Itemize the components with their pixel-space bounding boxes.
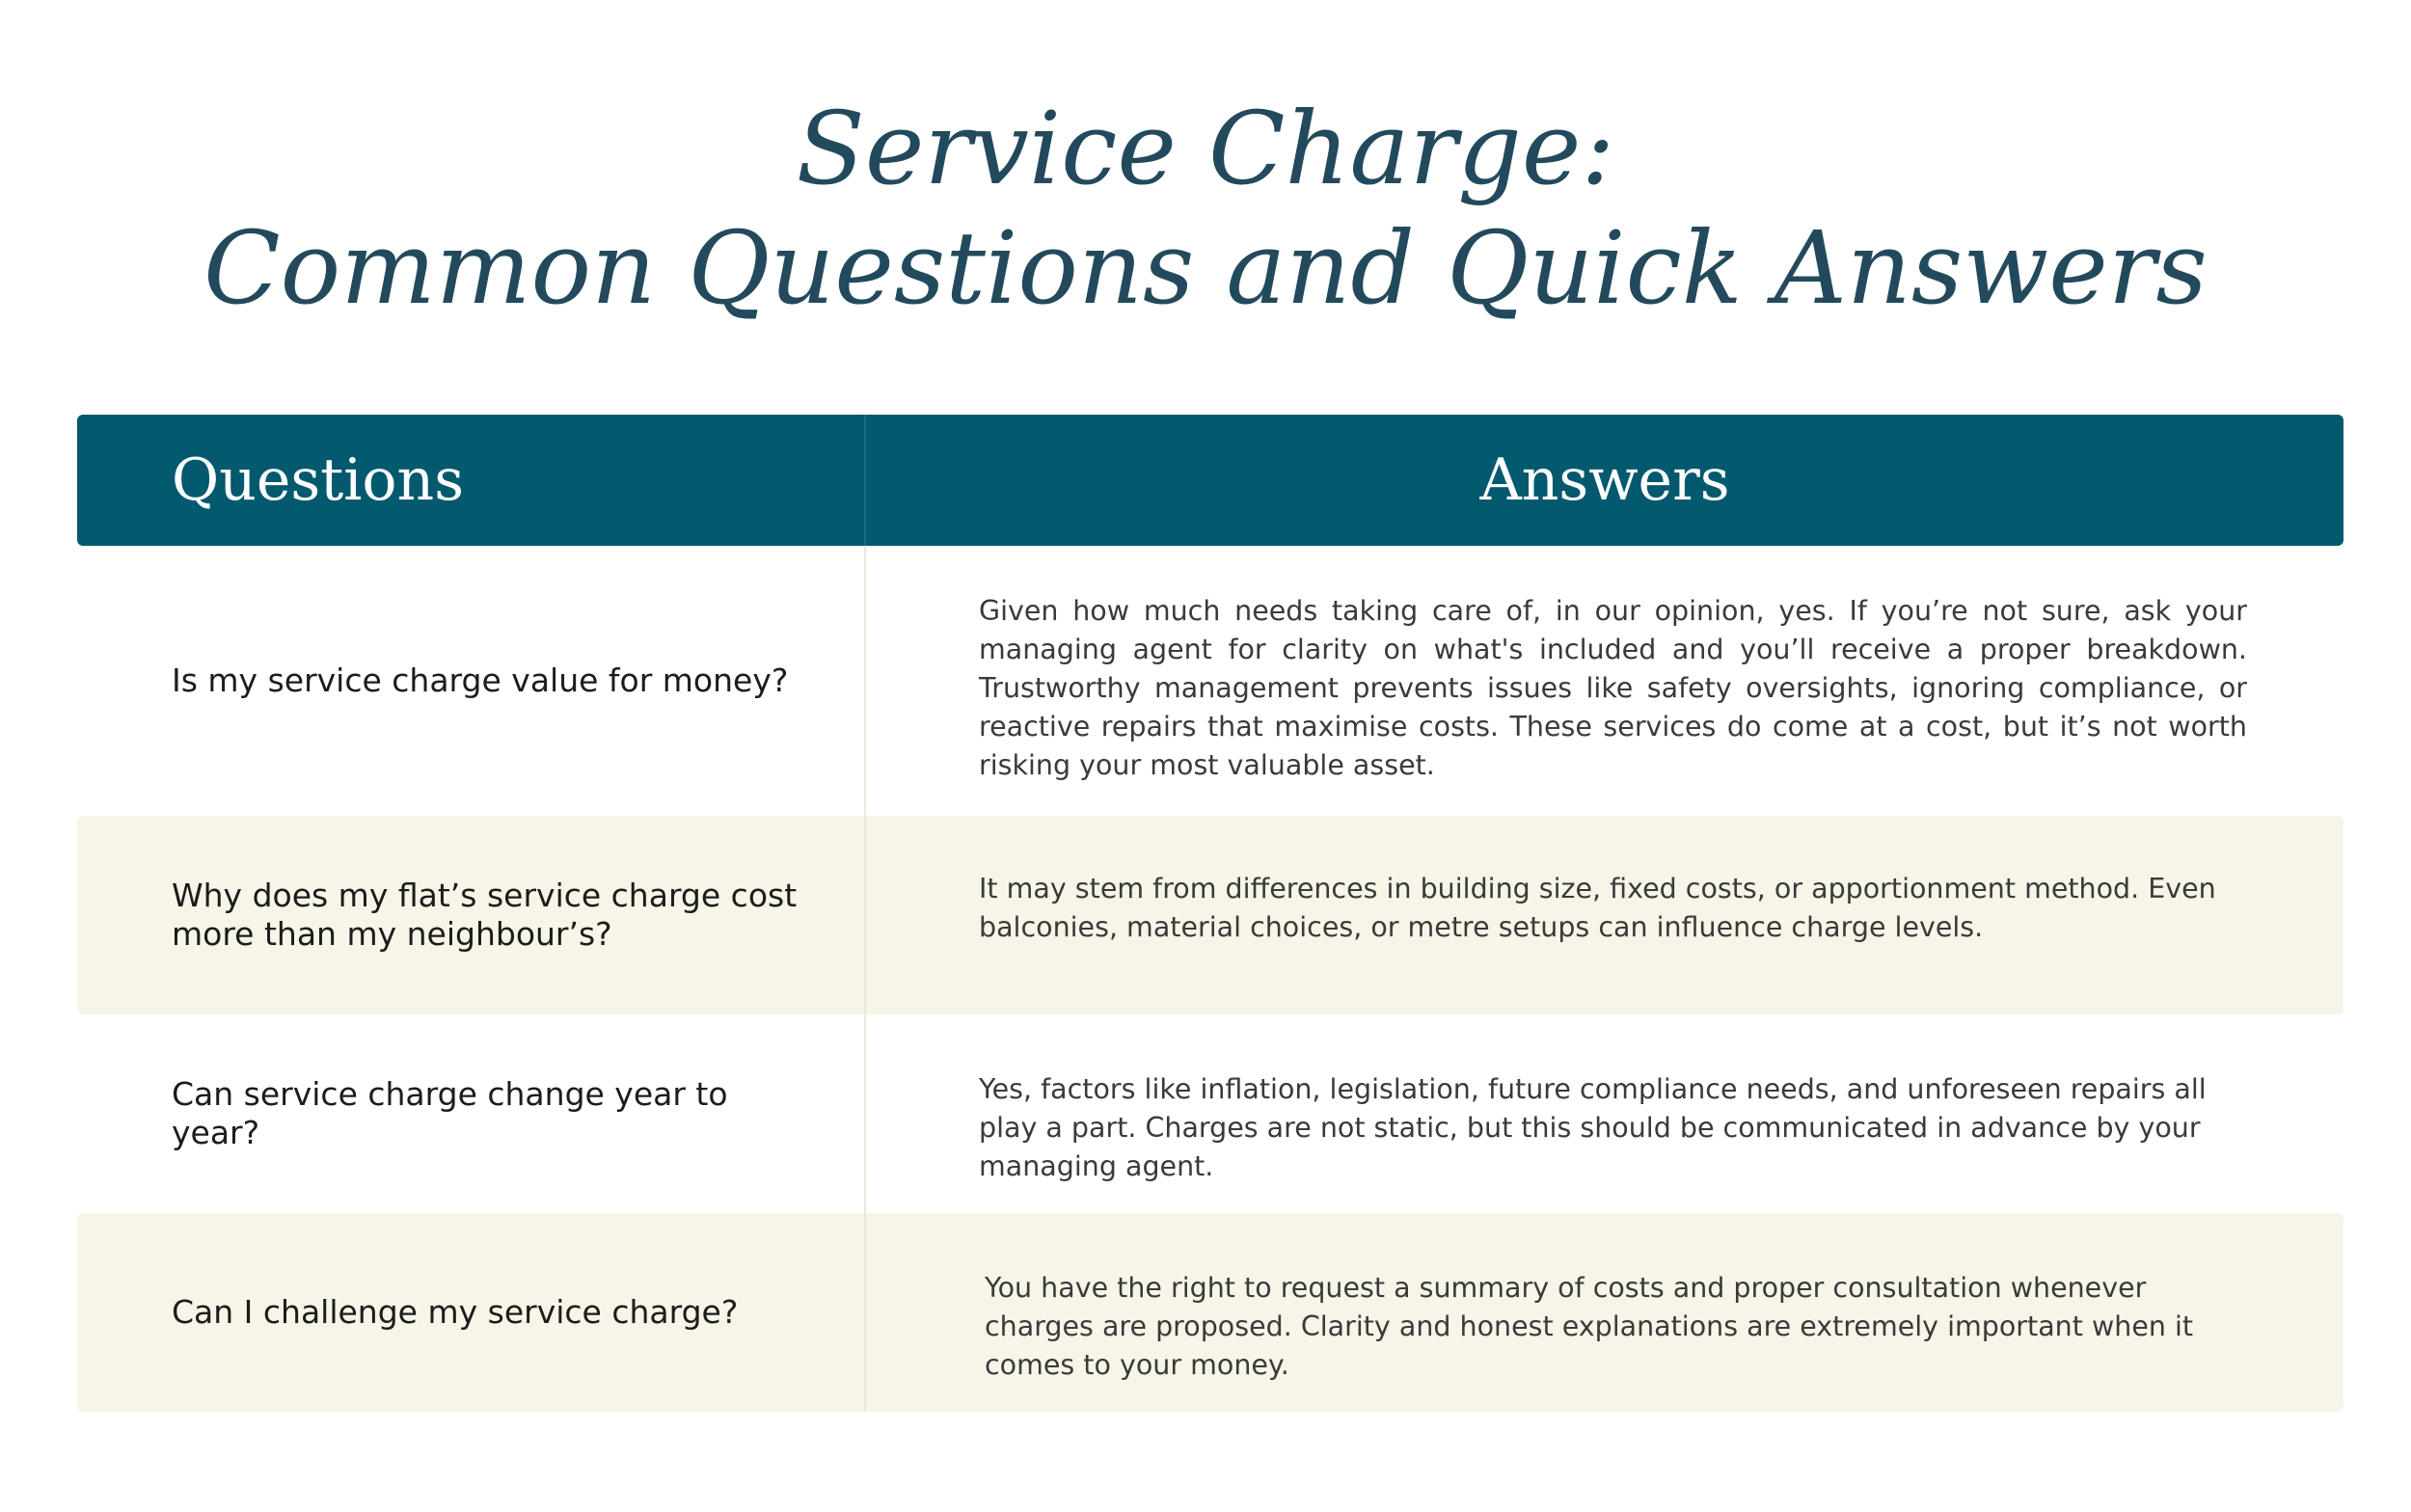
answer-text: You have the right to request a summary of costs and proper consultation whenever charges are proposed. Clarity and honest explanations are extremely important when it comes to your money. <box>985 1272 2194 1381</box>
table-row <box>77 546 2343 816</box>
questions-header: Questions <box>77 415 866 546</box>
page-title <box>0 89 2411 328</box>
question-cell: Is my service charge value for money? <box>77 546 866 816</box>
answer-cell <box>866 546 2343 816</box>
question-cell: Why does my flat’s service charge cost more than my neighbour’s? <box>77 816 866 1014</box>
question-cell: Can service charge change year to year? <box>77 1014 866 1213</box>
title-line-2: Common Questions and Quick Answers <box>203 209 2208 327</box>
answer-cell <box>866 816 2343 1014</box>
title-line-1: Service Charge: <box>796 90 1615 207</box>
table-row <box>77 816 2343 1014</box>
answer-text: Given how much needs taking care of, in our opinion, yes. If you’re not sure, ask your managing agent for clarity on what's included and you’ll receive a proper breakdown. Trustworthy management prevents issues like safety oversights, ignoring compliance, or reactive repairs that maximise costs. These services do come at a cost, but it’s not worth risking your most valuable asset. <box>979 595 2247 781</box>
answer-cell <box>866 1213 2343 1412</box>
answer-cell <box>866 1014 2343 1213</box>
table-header <box>77 415 2343 546</box>
answer-text: Yes, factors like inflation, legislation, future compliance needs, and unforeseen repairs all play a part. Charges are not static, but this should be communicated in advance by your managing agent. <box>979 1073 2207 1182</box>
faq-table <box>77 415 2343 1412</box>
answers-header: Answers <box>1479 446 1730 514</box>
table-row <box>77 1213 2343 1412</box>
table-row <box>77 1014 2343 1213</box>
answer-text: It may stem from differences in building size, fixed costs, or apportionment method. Even balconies, material choices, or metre setups can influence charge levels. <box>979 873 2216 943</box>
question-cell: Can I challenge my service charge? <box>77 1213 866 1412</box>
